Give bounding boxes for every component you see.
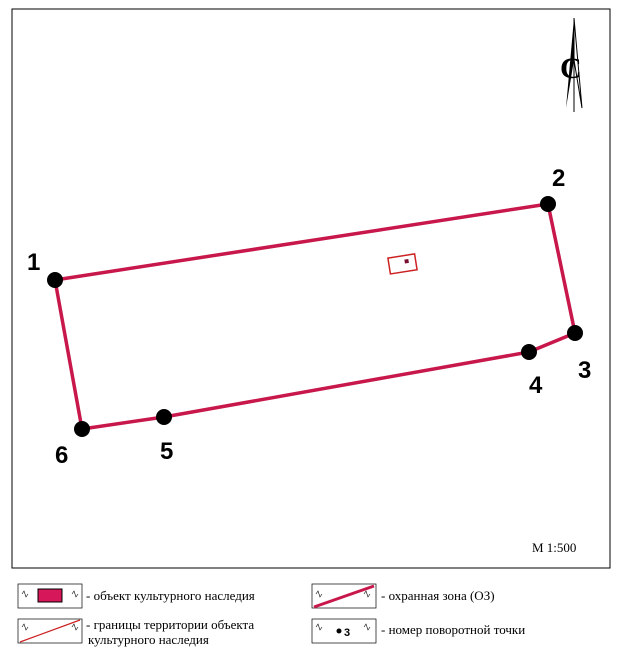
turn-point-5: [156, 409, 172, 425]
point-label-3: 3: [578, 357, 592, 384]
turn-point-3: [567, 325, 583, 341]
legend-territory-bounds-text-1: - границы территории объекта: [86, 617, 255, 632]
point-label-5: 5: [160, 438, 174, 465]
turn-point-6: [74, 421, 90, 437]
scale-label: M 1:500: [532, 540, 577, 555]
turn-point-2: [540, 196, 556, 212]
turn-point-4: [521, 344, 537, 360]
point-label-2: 2: [552, 165, 566, 192]
legend-protection-zone-text: - охранная зона (ОЗ): [381, 588, 495, 603]
legend-protection-zone-swatch: [312, 584, 376, 608]
point-label-4: 4: [529, 372, 543, 399]
legend-heritage-object-swatch: [18, 584, 82, 608]
legend-heritage-object-text: - объект культурного наследия: [86, 588, 255, 603]
legend-territory-bounds-text-2: культурного наследия: [88, 632, 209, 647]
legend-territory-bounds-swatch: [18, 619, 82, 643]
legend-sample-number: 3: [344, 627, 351, 639]
turn-point-1: [47, 272, 63, 288]
legend-turn-point-swatch: [312, 619, 376, 643]
map-frame: [12, 9, 610, 568]
point-label-6: 6: [55, 442, 69, 469]
north-label: С: [560, 52, 582, 85]
legend-turn-point-text: - номер поворотной точки: [381, 622, 526, 637]
point-label-1: 1: [27, 249, 41, 276]
